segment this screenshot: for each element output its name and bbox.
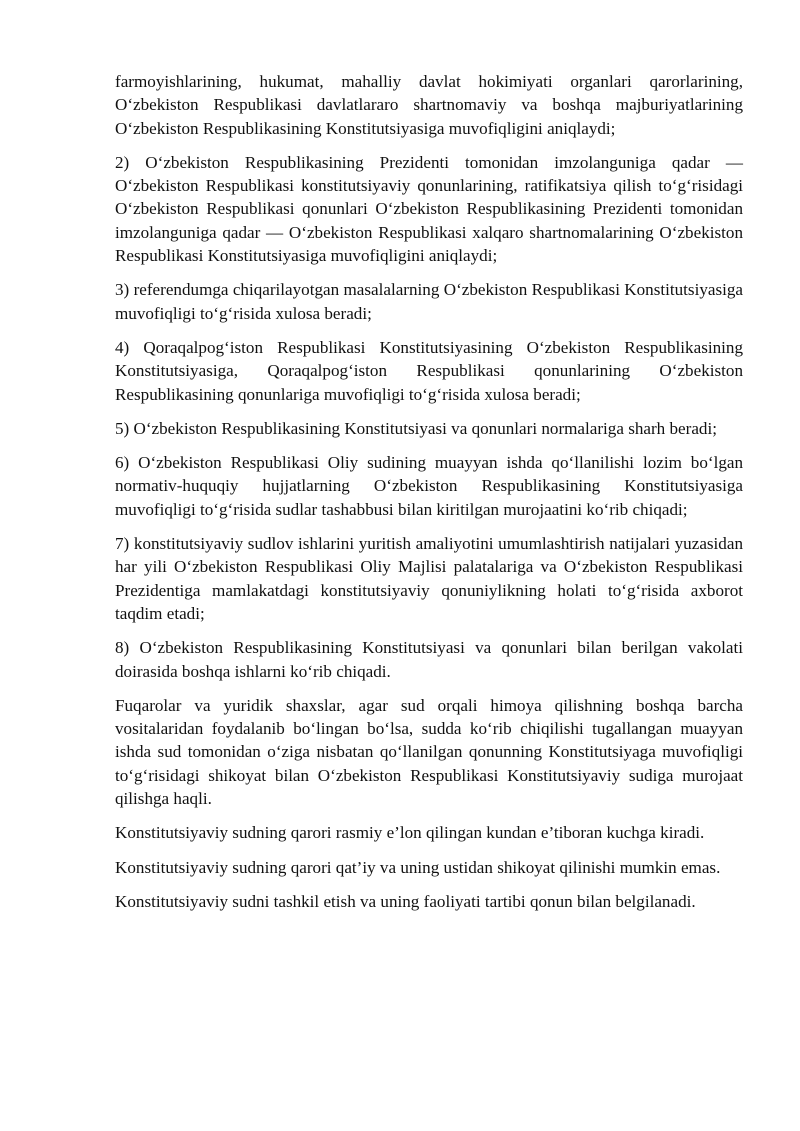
list-item-4: 4) Qoraqalpog‘iston Respublikasi Konstitutsiyasining O‘zbekiston Respublikasining Konstitutsiyasiga, Qoraqalpog‘iston Respublikasi qonunlarining O‘zbekiston Respublikasining qonunlariga muvofiqligi to‘g‘risida xulosa beradi; xyxy=(115,337,743,404)
paragraph-decision-final: Konstitutsiyaviy sudning qarori qat’iy va uning ustidan shikoyat qilinishi mumkin emas. xyxy=(115,857,721,877)
document-page xyxy=(115,70,743,924)
list-item-8: 8) O‘zbekiston Respublikasining Konstitutsiyasi va qonunlari bilan berilgan vakolati doirasida boshqa ishlarni ko‘rib chiqadi. xyxy=(115,638,743,681)
list-item-2: 2) O‘zbekiston Respublikasining Prezidenti tomonidan imzolanguniga qadar — O‘zbekiston Respublikasi konstitutsiyaviy qonunlarining, ratifikatsiya qilish to‘g‘risidagi O‘zbekiston Respublikasi qonunlari O‘zbekiston Respublikasining Prezidenti tomonidan imzolanguniga qadar — O‘zbekiston Respublikasi xalqaro shartnomalarining O‘zbekiston Respublikasi Konstitutsiyasiga muvofiqligini aniqlaydi; xyxy=(115,152,743,266)
list-item-5: 5) O‘zbekiston Respublikasining Konstitutsiyasi va qonunlari normalariga sharh beradi; xyxy=(115,418,717,438)
paragraph-continuation: farmoyishlarining, hukumat, mahalliy davlat hokimiyati organlari qarorlarining, O‘zbekiston Respublikasi davlatlararo shartnomaviy va boshqa majburiyatlarining O‘zbekiston Respublikasining Konstitutsiyasiga muvofiqligini aniqlaydi; xyxy=(115,72,743,138)
paragraph-organization: Konstitutsiyaviy sudni tashkil etish va uning faoliyati tartibi qonun bilan belgilanadi. xyxy=(115,891,696,911)
paragraph-decision-effect: Konstitutsiyaviy sudning qarori rasmiy e’lon qilingan kundan e’tiboran kuchga kiradi. xyxy=(115,823,705,843)
paragraph-citizens-appeal: Fuqarolar va yuridik shaxslar, agar sud orqali himoya qilishning boshqa barcha vositalaridan foydalanib bo‘lingan bo‘lsa, sudda ko‘rib chiqilishi tugallangan muayyan ishda sud tomonidan o‘ziga nisbatan qo‘llanilgan qonunning Konstitutsiyaga muvofiqligi to‘g‘risidagi shikoyat bilan O‘zbekiston Respublikasi Konstitutsiyaviy sudiga murojaat qilishga haqli. xyxy=(115,695,743,809)
list-item-6: 6) O‘zbekiston Respublikasi Oliy sudining muayyan ishda qo‘llanilishi lozim bo‘lgan normativ-huquqiy hujjatlarning O‘zbekiston Respublikasining Konstitutsiyasiga muvofiqligi to‘g‘risida sudlar tashabbusi bilan kiritilgan murojaatini ko‘rib chiqadi; xyxy=(115,453,743,519)
list-item-7: 7) konstitutsiyaviy sudlov ishlarini yuritish amaliyotini umumlashtirish natijalari yuzasidan har yili O‘zbekiston Respublikasi Oliy Majlisi palatalariga va O‘zbekiston Respublikasi Prezidentiga mamlakatdagi konstitutsiyaviy qonuniylikning holati to‘g‘risida axborot taqdim etadi; xyxy=(115,534,743,623)
list-item-3: 3) referendumga chiqarilayotgan masalalarning O‘zbekiston Respublikasi Konstitutsiyasiga muvofiqligi to‘g‘risida xulosa beradi; xyxy=(115,280,743,323)
